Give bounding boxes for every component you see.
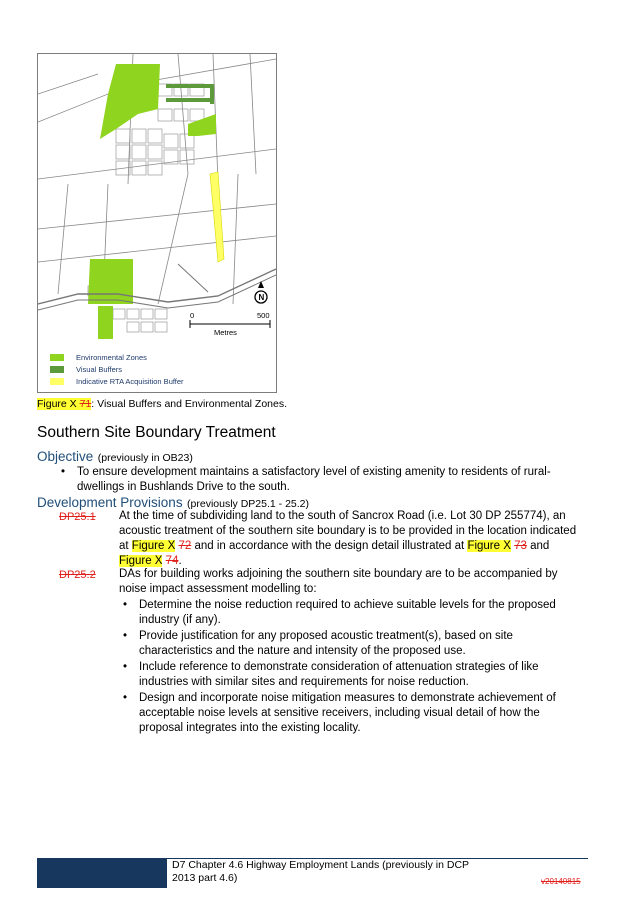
section-title: Southern Site Boundary Treatment [37,424,276,441]
legend-swatch-visual [50,366,64,373]
dp1-fig2-old: 73 [514,540,527,552]
caption-text: : Visual Buffers and Environmental Zones. [91,398,288,410]
provisions-note: (previously DP25.1 - 25.2) [187,498,310,510]
dp2-intro: DAs for building works adjoining the southern site boundary are to be accompanied by noise impact assessment modelling to: [119,568,558,595]
list-item: • To ensure development maintains a satisfactory level of existing amenity to residents of rural-dwellings in Bushlands Drive to the south. [57,465,587,495]
legend-label-environmental: Environmental Zones [76,353,147,362]
highway-line-2 [38,275,276,310]
list-item: • Provide justification for any proposed acoustic treatment(s), based on site characteristics and the nature and intensity of the proposed use. [119,629,585,659]
rta-acquisition-buffer [210,172,224,262]
dp2-body [119,567,585,736]
dp1-fig3-old: 74 [165,555,179,567]
list-item: • Determine the noise reduction required to achieve suitable levels for the proposed industry (if any). [119,598,585,628]
legend-label-visual: Visual Buffers [76,365,122,374]
highway-line [38,269,276,304]
footer-version: v20140815 [541,877,581,886]
dp1-fig3: Figure X [119,555,163,567]
scale-start: 0 [190,311,195,320]
provisions-heading: Development Provisions [37,495,183,510]
scale-unit: Metres [214,328,237,337]
north-label: N [258,293,265,302]
footer-title: D7 Chapter 4.6 Highway Employment Lands (previously in DCP 2013 part 4.6) [172,859,469,884]
list-item: • Design and incorporate noise mitigation measures to demonstrate achievement of acceptable noise levels at sensitive receivers, including visual detail of how the proposal integrates into the existing locality. [119,691,585,736]
map-graphic [38,54,276,392]
figure-caption [37,398,287,410]
caption-old-number: 71 [79,398,92,410]
map-legend [50,353,184,386]
road-ramp [178,264,208,292]
legend-swatch-rta [50,378,64,385]
footer-bar [37,858,167,888]
dp2-code: DP25.2 [59,569,96,581]
objective-heading-row [37,448,193,466]
legend-label-rta: Indicative RTA Acquisition Buffer [76,377,184,386]
dp1-fig1-old: 72 [178,540,192,552]
objective-heading: Objective [37,449,94,464]
caption-figure-label: Figure X [37,398,77,410]
site-map [37,53,277,393]
legend-swatch-environmental [50,354,64,361]
dp2-list [119,598,585,736]
list-item: • Include reference to demonstrate consideration of attenuation strategies of like industries with similar sites and requirements for noise reduction. [119,660,585,690]
dp1-fig2: Figure X [467,540,511,552]
scale-bar [190,311,270,337]
objective-list [57,465,587,495]
dp1-fig1: Figure X [131,540,176,552]
scale-end: 500 [257,311,270,320]
objective-note: (previously in OB23) [97,452,193,464]
dp1-text: At the time of subdividing land to the south of Sancrox Road (i.e. Lot 30 DP 255774), an acoustic treatment of the southern site boundary is to be provided in the location indicated at Figure X 72 and in accordance with the design detail illustrated at Figure X 73 and Figure X 74. [119,510,577,567]
dp1-code: DP25.1 [59,511,96,523]
